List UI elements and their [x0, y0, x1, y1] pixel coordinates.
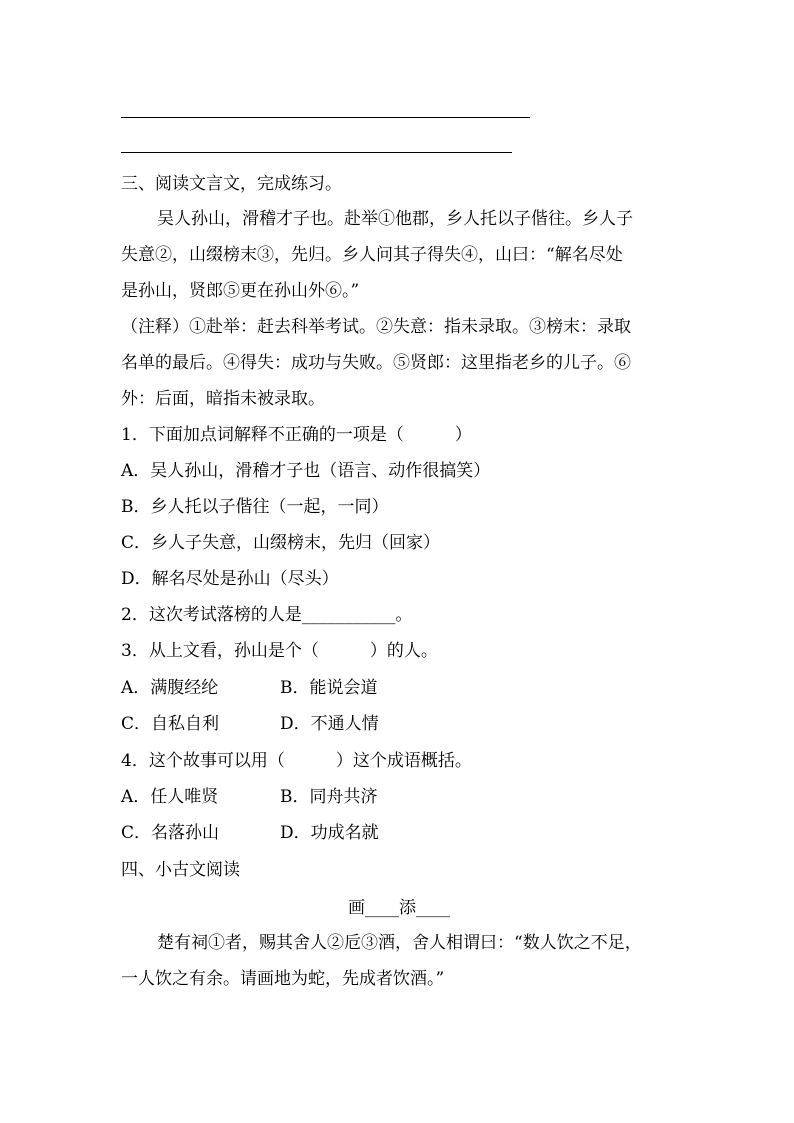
passage-line: 是孙山，贤郎⑤更在孙山外⑥。” [121, 281, 360, 301]
answer-line-2 [121, 152, 512, 153]
answer-line-1 [121, 117, 530, 118]
question-3-option-c: C．自私自利 [121, 714, 220, 734]
question-1-stem: 1．下面加点词解释不正确的一项是（ ） [121, 425, 472, 445]
question-1-option-d: D．解名尽处是孙山（尽头） [121, 569, 339, 589]
story-line: 一人饮之有余。请画地为蛇，先成者饮酒。” [121, 969, 445, 989]
question-4-option-c: C．名落孙山 [121, 823, 220, 843]
question-2-stem: 2．这次考试落榜的人是___________。 [121, 605, 413, 625]
notes-line: 名单的最后。④得失：成功与失败。⑤贤郎：这里指老乡的儿子。⑥ [121, 353, 631, 373]
notes-line: （注释）①赴举：赶去科举考试。②失意：指未录取。③榜末：录取 [121, 317, 631, 337]
passage-line: 吴人孙山，滑稽才子也。赴举①他郡，乡人托以子偕往。乡人子 [157, 209, 633, 229]
story-title: 画____添____ [348, 898, 450, 918]
notes-line: 外：后面，暗指未被录取。 [121, 389, 325, 409]
story-line: 楚有祠①者，赐其舍人②卮③酒，舍人相谓曰：“数人饮之不足， [157, 933, 642, 953]
question-1-option-a: A．吴人孙山，滑稽才子也（语言、动作很搞笑） [121, 461, 491, 481]
question-4-stem: 4．这个故事可以用（ ）这个成语概括。 [121, 751, 472, 771]
question-4-option-a: A．任人唯贤 [121, 787, 219, 807]
question-3-stem: 3．从上文看，孙山是个（ ）的人。 [121, 641, 438, 661]
question-3-option-b: B．能说会道 [280, 678, 378, 698]
question-1-option-b: B．乡人托以子偕往（一起，一同） [121, 497, 389, 517]
question-3-option-d: D．不通人情 [280, 714, 379, 734]
question-4-option-b: B．同舟共济 [280, 787, 378, 807]
question-1-option-c: C．乡人子失意，山缀榜末，先归（回家） [121, 533, 441, 553]
passage-line: 失意②，山缀榜末③，先归。乡人问其子得失④，山曰：“解名尽处 [121, 245, 623, 265]
question-4-option-d: D．功成名就 [280, 823, 379, 843]
section-3-heading: 三、阅读文言文，完成练习。 [121, 174, 342, 194]
question-3-option-a: A．满腹经纶 [121, 678, 219, 698]
section-4-heading: 四、小古文阅读 [121, 860, 240, 880]
